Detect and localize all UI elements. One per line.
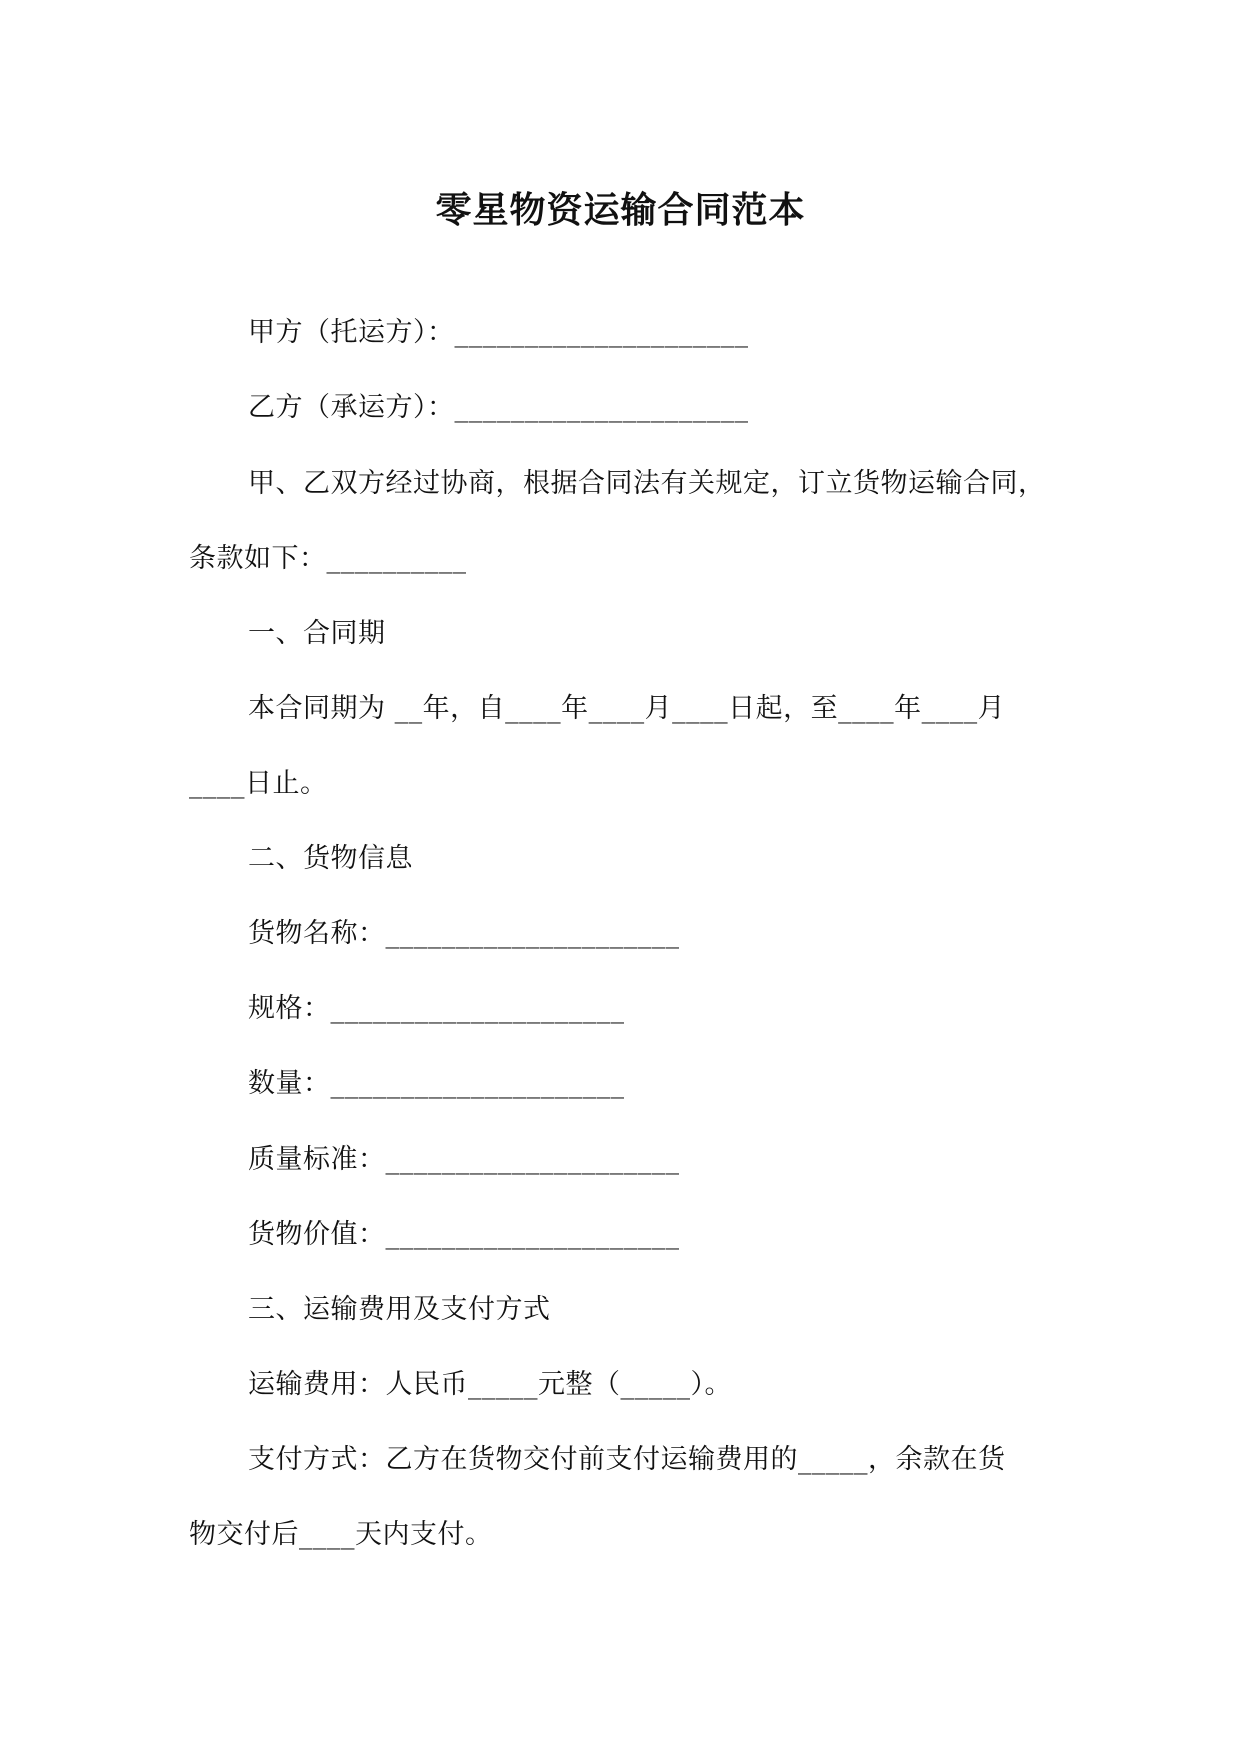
goods-name-line: 货物名称：_____________________ <box>248 918 680 949</box>
payment-method-line-1: 支付方式：乙方在货物交付前支付运输费用的_____，余款在货 <box>248 1444 1006 1475</box>
section-1-heading: 一、合同期 <box>248 618 386 649</box>
specification-line: 规格：_____________________ <box>248 993 625 1024</box>
contract-period-line-2: ____日止。 <box>189 768 328 799</box>
preamble-line-1: 甲、乙双方经过协商，根据合同法有关规定，订立货物运输合同， <box>248 468 1046 499</box>
payment-method-line-2: 物交付后____天内支付。 <box>189 1519 493 1550</box>
party-a-line: 甲方（托运方）：_____________________ <box>248 317 749 348</box>
document-title: 零星物资运输合同范本 <box>435 189 806 231</box>
quality-standard-line: 质量标准：_____________________ <box>248 1144 680 1175</box>
quantity-line: 数量：_____________________ <box>248 1068 625 1099</box>
section-3-heading: 三、运输费用及支付方式 <box>248 1294 551 1325</box>
contract-period-line-1: 本合同期为 __年，自____年____月____日起，至____年____月 <box>248 693 1006 724</box>
party-b-line: 乙方（承运方）：_____________________ <box>248 392 749 423</box>
preamble-line-2: 条款如下：__________ <box>189 543 467 574</box>
section-2-heading: 二、货物信息 <box>248 843 413 874</box>
transport-fee-line: 运输费用：人民币_____元整（_____）。 <box>248 1369 732 1400</box>
goods-value-line: 货物价值：_____________________ <box>248 1219 680 1250</box>
